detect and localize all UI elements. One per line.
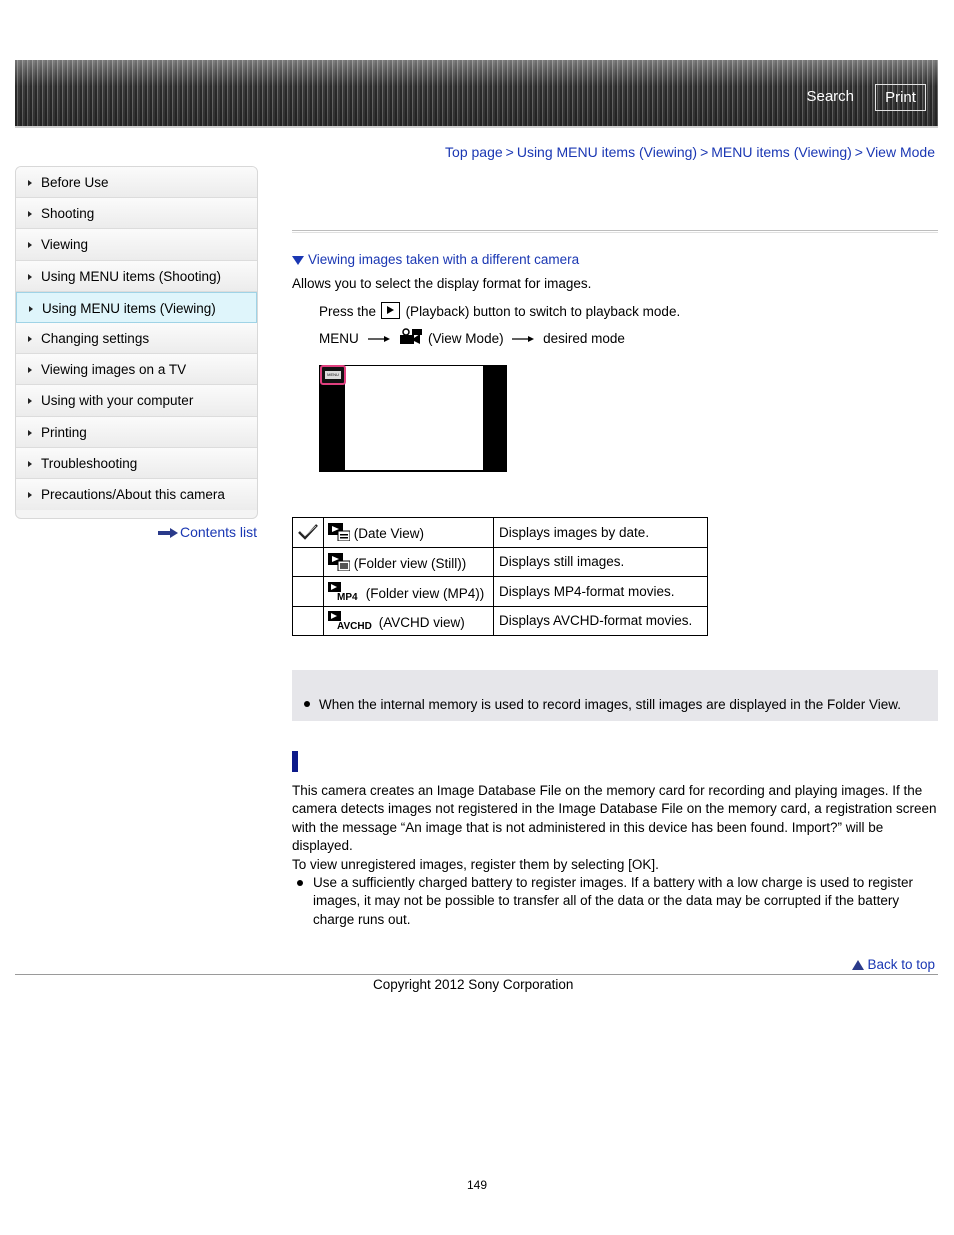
checkmark-cell — [293, 606, 324, 636]
breadcrumb-top-page[interactable]: Top page — [445, 144, 503, 160]
sidebar-item-label: Using MENU items (Shooting) — [41, 268, 222, 284]
checkmark-cell — [293, 547, 324, 577]
sidebar-item-label: Printing — [41, 424, 87, 440]
caret-right-icon — [28, 430, 32, 436]
bullet-icon — [297, 880, 303, 886]
description-cell: Displays MP4-format movies. — [494, 577, 708, 607]
note-box — [292, 670, 938, 721]
sidebar-item-label: Using MENU items (Viewing) — [42, 300, 216, 316]
mode-cell — [324, 547, 494, 577]
caret-right-icon — [28, 492, 32, 498]
sidebar-item-label: Troubleshooting — [41, 455, 138, 471]
avchd-view-icon — [328, 611, 375, 630]
caret-right-icon — [28, 461, 32, 467]
title-divider-shadow — [292, 232, 938, 233]
caret-right-icon — [28, 242, 32, 248]
battery-bullet-text: Use a sufficiently charged battery to register images. If a battery with a low charge is used to register images, it may not be possible to transfer all of the data or the data may be corrupted if the battery charge runs out. — [313, 875, 914, 927]
sidebar-item-before-use[interactable] — [16, 167, 257, 198]
mode-cell — [324, 577, 494, 607]
mode-label: (Date View) — [353, 526, 425, 542]
title-divider — [292, 230, 938, 231]
mode-label: (Folder view (Still)) — [353, 555, 467, 571]
back-to-top-link[interactable] — [852, 957, 935, 972]
sidebar-item-menu-viewing[interactable] — [16, 292, 257, 323]
sidebar-item-label: Using with your computer — [41, 393, 194, 409]
copyright-text: Copyright 2012 Sony Corporation — [373, 977, 574, 992]
sidebar-item-label: Viewing — [41, 237, 89, 253]
breadcrumb-separator: > — [854, 144, 863, 160]
table-row — [293, 606, 708, 636]
sidebar-item-printing[interactable] — [16, 417, 257, 448]
table-row — [293, 547, 708, 577]
mode-cell — [324, 518, 494, 548]
contents-list-link[interactable] — [158, 524, 257, 540]
back-to-top-label: Back to top — [867, 957, 935, 972]
folder-still-icon — [328, 553, 350, 571]
playback-icon — [381, 302, 400, 319]
intro-text: Allows you to select the display format for images. — [292, 276, 592, 291]
caret-right-icon — [28, 180, 32, 186]
sidebar-item-label: Before Use — [41, 175, 109, 190]
sidebar-item-label: Precautions/About this camera — [41, 486, 225, 502]
sidebar-item-label: Viewing images on a TV — [41, 362, 187, 378]
step-2 — [319, 328, 625, 346]
mp4-icon-text: MP4 — [337, 591, 358, 601]
checkmark-cell — [293, 518, 324, 548]
triangle-down-icon — [292, 256, 304, 265]
arrow-right-icon — [368, 335, 390, 343]
table-row — [293, 518, 708, 548]
checkmark-icon — [297, 523, 319, 541]
caret-right-icon — [28, 336, 32, 342]
breadcrumb — [445, 144, 935, 160]
screen-display-area — [345, 366, 483, 470]
register-paragraph: To view unregistered images, register them by selecting [OK]. — [292, 857, 659, 872]
battery-bullet — [313, 874, 939, 929]
arrow-right-icon — [158, 528, 178, 538]
page-number: 149 — [467, 1178, 488, 1192]
different-camera-link[interactable] — [292, 252, 579, 267]
bullet-icon — [304, 701, 310, 707]
step-2-menu: MENU — [319, 331, 359, 346]
checkmark-cell — [293, 577, 324, 607]
caret-right-icon — [28, 367, 32, 373]
breadcrumb-view-mode[interactable]: View Mode — [865, 144, 935, 160]
avchd-icon-text: AVCHD — [337, 621, 372, 631]
note-item — [319, 697, 901, 712]
table-row — [293, 577, 708, 607]
menu-button-illustration — [320, 365, 346, 385]
contents-list-label: Contents list — [180, 524, 258, 540]
caret-right-icon — [28, 398, 32, 404]
step-1-after: (Playback) button to switch to playback mode. — [405, 304, 681, 319]
breadcrumb-menu-items-viewing[interactable]: MENU items (Viewing) — [711, 144, 852, 160]
sidebar-item-precautions[interactable] — [16, 479, 257, 510]
step-1 — [319, 302, 680, 319]
step-1-before: Press the — [319, 304, 377, 319]
folder-mp4-icon — [328, 582, 362, 601]
mode-cell — [324, 606, 494, 636]
step-2-end: desired mode — [543, 331, 625, 346]
arrow-right-icon — [512, 335, 534, 343]
caret-right-icon — [29, 306, 33, 312]
header-bar — [15, 60, 938, 128]
sidebar-item-changing-settings[interactable] — [16, 323, 257, 354]
search-button[interactable]: Search — [806, 88, 854, 105]
mode-label: (Folder view (MP4)) — [365, 585, 485, 601]
view-mode-table — [292, 517, 708, 636]
menu-button-label: MENU — [325, 371, 341, 379]
sidebar-item-label: Shooting — [41, 206, 95, 222]
camera-screen-illustration — [319, 365, 507, 472]
breadcrumb-using-menu-viewing[interactable]: Using MENU items (Viewing) — [516, 144, 698, 160]
sidebar-nav — [15, 166, 258, 519]
description-cell: Displays AVCHD-format movies. — [494, 606, 708, 636]
footer-divider — [15, 974, 938, 975]
sidebar-item-viewing[interactable] — [16, 229, 257, 260]
mode-label: (AVCHD view) — [378, 615, 465, 631]
date-view-icon — [328, 523, 350, 541]
sidebar-item-troubleshooting[interactable] — [16, 448, 257, 479]
note-text: When the internal memory is used to record images, still images are displayed in the Folder View. — [319, 697, 902, 712]
caret-right-icon — [28, 274, 32, 280]
sidebar-item-label: Changing settings — [41, 330, 150, 346]
step-2-mode: (View Mode) — [428, 331, 504, 346]
description-cell: Displays still images. — [494, 547, 708, 577]
sidebar-item-menu-shooting[interactable] — [16, 261, 257, 292]
breadcrumb-separator: > — [505, 144, 514, 160]
print-button[interactable]: Print — [875, 84, 926, 111]
caret-right-icon — [28, 211, 32, 217]
different-camera-label: Viewing images taken with a different camera — [308, 252, 580, 267]
section-heading-bar — [292, 751, 298, 772]
sidebar-item-tv[interactable] — [16, 354, 257, 385]
database-paragraph: This camera creates an Image Database File on the memory card for recording and playing images. If the camera detects images not registered in the Image Database File on the memory card, a registration screen with the message “An image that is not administered in this device has been found. Import?” will be displayed. — [292, 783, 937, 853]
view-mode-icon — [398, 328, 424, 346]
triangle-up-icon — [852, 960, 864, 970]
description-cell: Displays images by date. — [494, 518, 708, 548]
sidebar-item-computer[interactable] — [16, 385, 257, 416]
breadcrumb-separator: > — [700, 144, 709, 160]
sidebar-item-shooting[interactable] — [16, 198, 257, 229]
